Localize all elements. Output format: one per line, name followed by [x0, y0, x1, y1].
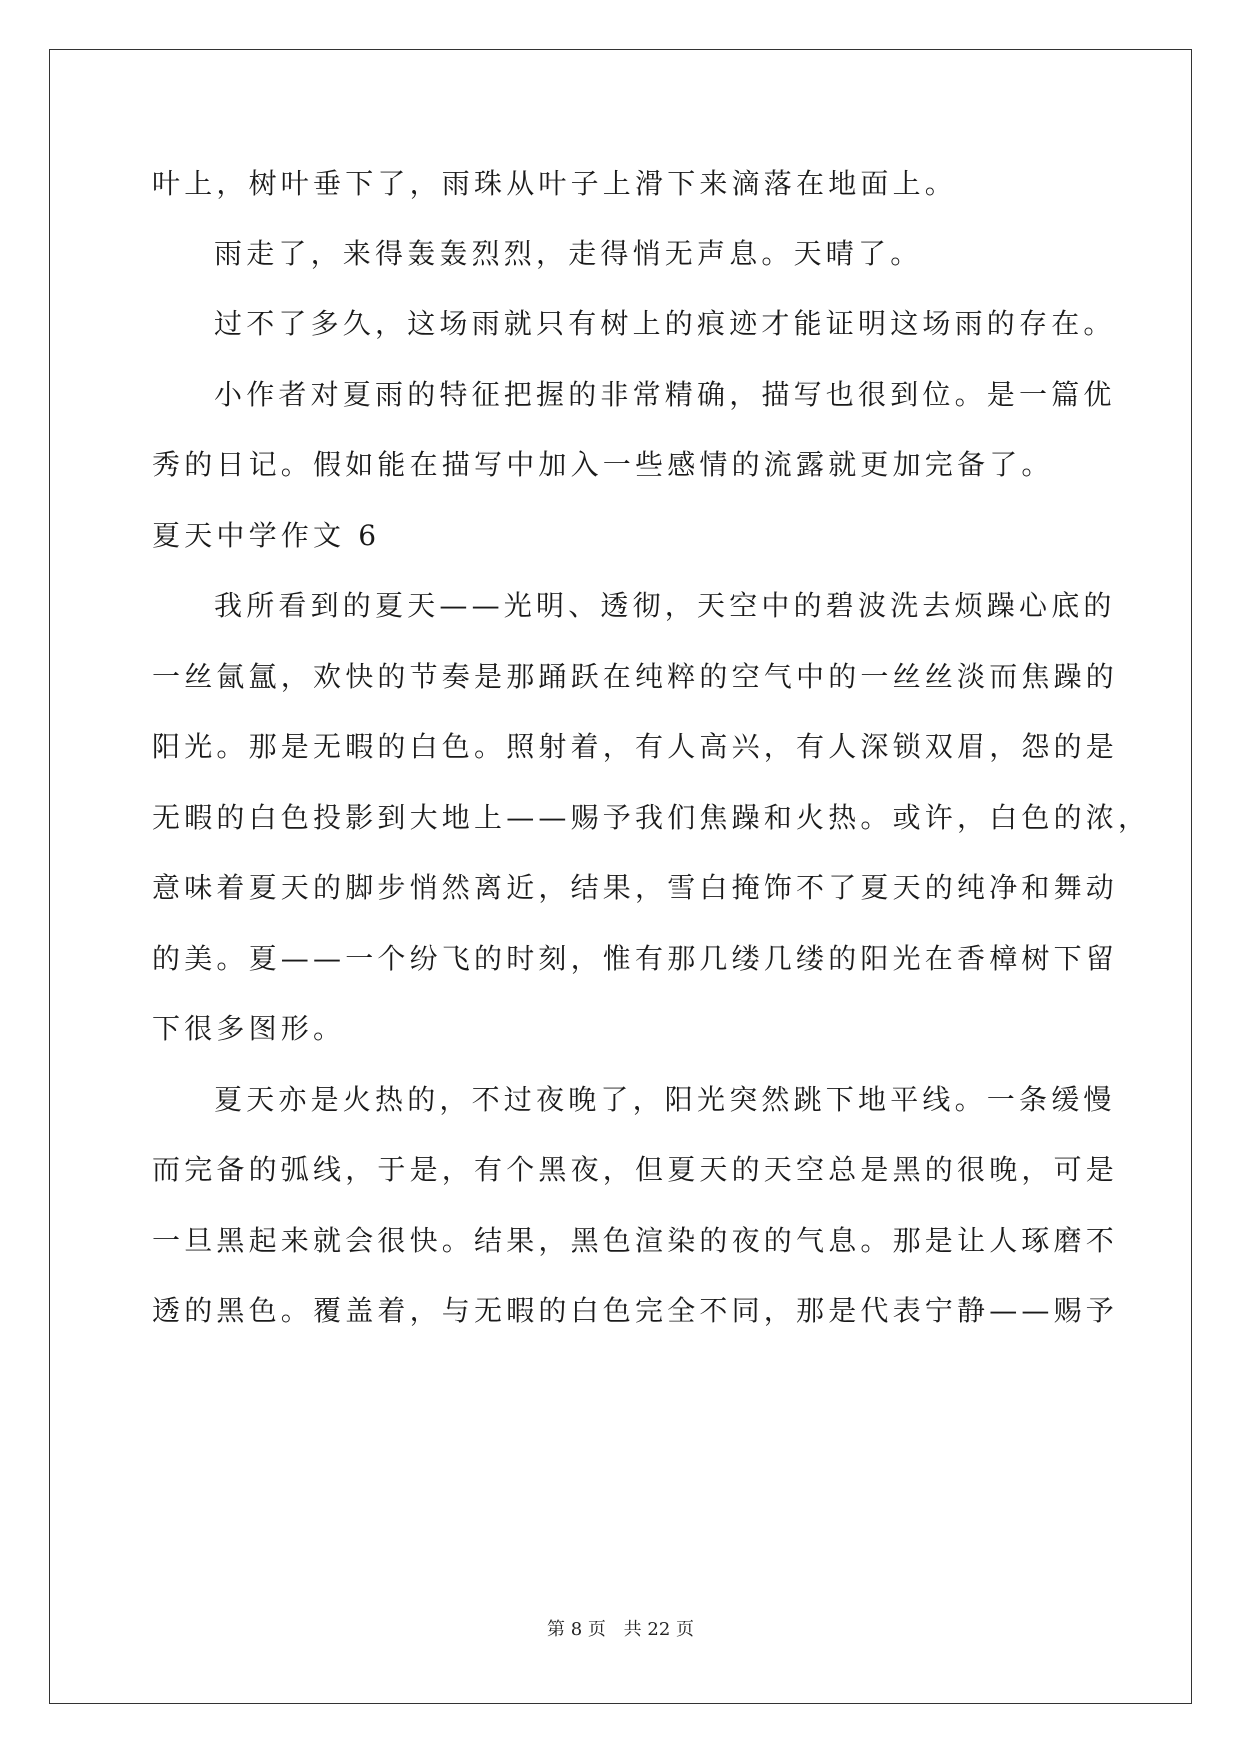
text-line: 而完备的弧线，于是，有个黑夜，但夏天的天空总是黑的很晚，可是: [152, 1153, 1119, 1186]
text-line: 秀的日记。假如能在描写中加入一些感情的流露就更加完备了。: [152, 448, 1054, 481]
section-heading: 夏天中学作文 6: [152, 519, 381, 552]
text-line: 雨走了，来得轰轰烈烈，走得悄无声息。天晴了。: [214, 237, 923, 270]
page-total: 共 22 页: [623, 1619, 694, 1640]
text-line: 一旦黑起来就会很快。结果，黑色渲染的夜的气息。那是让人琢磨不: [152, 1224, 1119, 1257]
text-line: 夏天亦是火热的，不过夜晚了，阳光突然跳下地平线。一条缓慢: [214, 1083, 1116, 1116]
page-footer: [0, 1618, 1241, 1642]
text-line: 一丝氤氲，欢快的节奏是那踊跃在纯粹的空气中的一丝丝淡而焦躁的: [152, 660, 1119, 693]
text-line: 的美。夏——一个纷飞的时刻，惟有那几缕几缕的阳光在香樟树下留: [152, 942, 1119, 975]
text-line: 叶上，树叶垂下了，雨珠从叶子上滑下来滴落在地面上。: [152, 167, 958, 200]
text-line: 无暇的白色投影到大地上——赐予我们焦躁和火热。或许，白色的浓，: [152, 801, 1151, 834]
text-line: 小作者对夏雨的特征把握的非常精确，描写也很到位。是一篇优: [214, 378, 1116, 411]
text-line: 意味着夏天的脚步悄然离近，结果，雪白掩饰不了夏天的纯净和舞动: [152, 871, 1119, 904]
text-line: 阳光。那是无暇的白色。照射着，有人高兴，有人深锁双眉，怨的是: [152, 730, 1119, 763]
text-line: 下很多图形。: [152, 1012, 346, 1045]
text-line: 过不了多久，这场雨就只有树上的痕迹才能证明这场雨的存在。: [214, 307, 1116, 340]
text-line: 我所看到的夏天——光明、透彻，天空中的碧波洗去烦躁心底的: [214, 589, 1116, 622]
page-number: 第 8 页: [547, 1619, 606, 1640]
text-line: 透的黑色。覆盖着，与无暇的白色完全不同，那是代表宁静——赐予: [152, 1294, 1119, 1327]
